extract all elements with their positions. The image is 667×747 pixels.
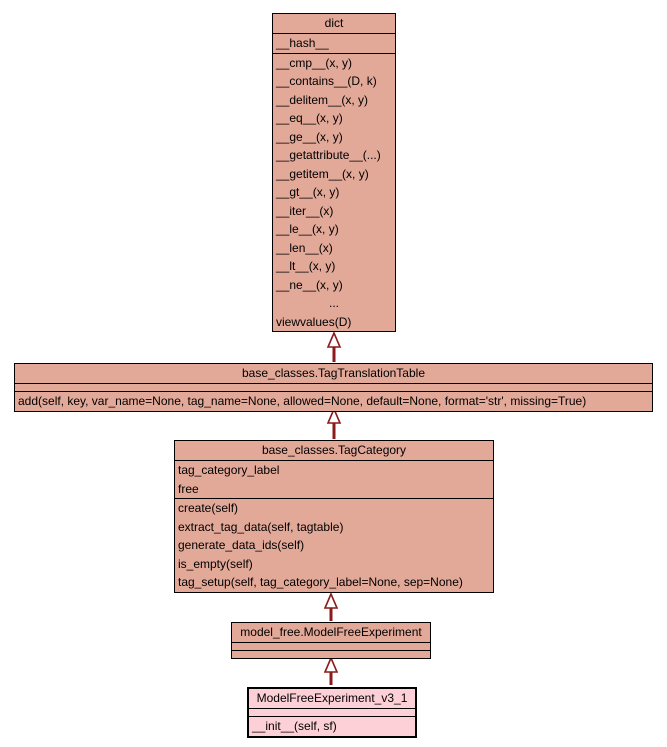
- method-row: __delitem__(x, y): [276, 92, 369, 107]
- attribute-row: tag_category_label: [178, 463, 280, 477]
- method-row: create(self): [178, 501, 239, 515]
- method-row: __len__(x): [276, 240, 333, 255]
- attribute-row: free: [178, 481, 199, 496]
- inheritance-arrow-tagtranslationtable-to-dict: [328, 333, 340, 362]
- method-row: __ge__(x, y): [276, 129, 343, 144]
- attribute-row: __hash__: [276, 36, 329, 50]
- class-attributes-section: [273, 34, 395, 54]
- method-row: tag_setup(self, tag_category_label=None, sep=None): [178, 575, 463, 589]
- method-row: __lt__(x, y): [276, 259, 336, 273]
- class-box-modelfreeexperiment-v3-1: [247, 687, 417, 738]
- class-title: base_classes.TagTranslationTable: [15, 364, 652, 384]
- method-row: __gt__(x, y): [276, 185, 340, 199]
- class-box-tagcategory: [174, 440, 494, 593]
- method-row: extract_tag_data(self, tagtable): [178, 519, 344, 534]
- class-title: dict: [273, 14, 395, 34]
- method-row: generate_data_ids(self): [178, 538, 305, 552]
- class-attributes-section: [15, 384, 652, 392]
- class-attributes-section: [175, 461, 493, 499]
- method-row: __le__(x, y): [276, 222, 339, 236]
- inheritance-arrow-tagcategory-to-tagtranslationtable: [328, 409, 340, 439]
- class-title: ModelFreeExperiment_v3_1: [249, 689, 415, 709]
- method-row: viewvalues(D): [276, 314, 352, 329]
- class-methods-section: [175, 499, 493, 592]
- class-title: base_classes.TagCategory: [175, 441, 493, 461]
- class-box-modelfreeexperiment: [231, 622, 431, 659]
- method-row: __getattribute__(...): [276, 148, 381, 162]
- method-row: is_empty(self): [178, 556, 253, 571]
- inheritance-arrow-v3-1-to-modelfreeexperiment: [325, 658, 337, 685]
- class-box-dict: [272, 13, 396, 332]
- method-row: add(self, key, var_name=None, tag_name=None, allowed=None, default=None, format='str', missing=True): [18, 394, 587, 408]
- class-methods-section: [249, 717, 415, 736]
- method-row: __iter__(x): [276, 203, 334, 218]
- method-row: __cmp__(x, y): [276, 55, 353, 70]
- class-attributes-section: [232, 643, 430, 651]
- method-row: __init__(self, sf): [252, 719, 337, 733]
- method-row: __contains__(D, k): [276, 74, 377, 88]
- class-attributes-section: [249, 709, 415, 717]
- class-box-tagtranslationtable: [14, 363, 653, 412]
- class-methods-section: [15, 392, 652, 411]
- method-row: __ne__(x, y): [276, 277, 343, 292]
- method-row: __getitem__(x, y): [276, 166, 369, 181]
- method-row: ...: [328, 296, 339, 310]
- method-row: __eq__(x, y): [276, 111, 343, 125]
- class-methods-section: [232, 651, 430, 658]
- class-methods-section: [273, 54, 395, 332]
- class-title: model_free.ModelFreeExperiment: [232, 623, 430, 643]
- inheritance-arrow-modelfreeexperiment-to-tagcategory: [325, 594, 337, 621]
